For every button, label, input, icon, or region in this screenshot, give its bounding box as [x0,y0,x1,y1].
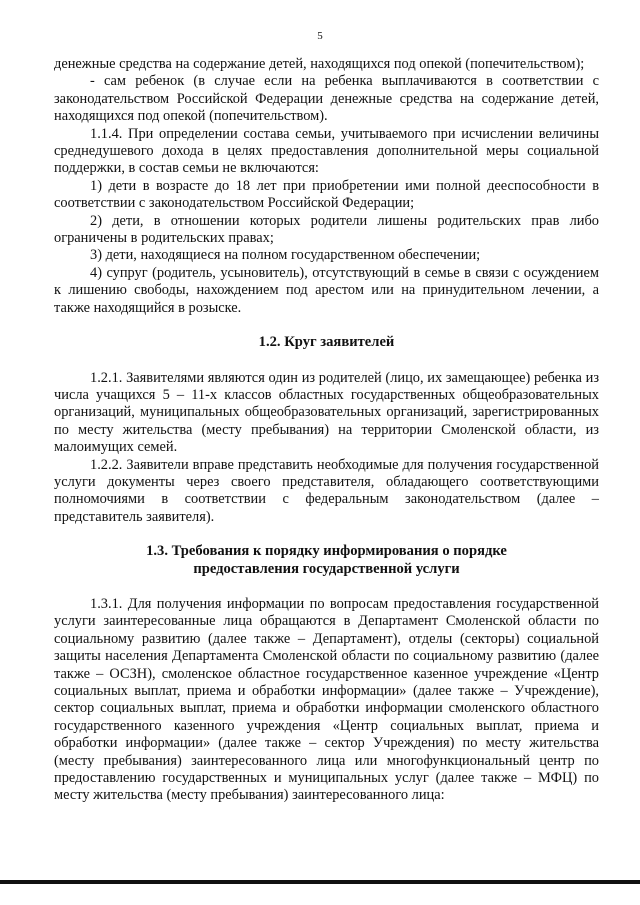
paragraph: 1.2.1. Заявителями являются один из родителей (лицо, их замещающее) ребенка из числа учащихся 5 – 11-х классов областных государственных общеобразовательных организаций, муниципальных общеобразовательных организаций, зарегистрированных по месту жительства (месту пребывания) на территории Смоленской области, из малоимущих семей. [54,369,599,456]
paragraph: 1.3.1. Для получения информации по вопросам предоставления государственной услуги заинтересованные лица обращаются в Департамент Смоленской области по социальному развитию (далее также – Департамент), отделы (секторы) социальной защиты населения Департамента Смоленской области по социальному развитию (далее также – ОСЗН), смоленское областное государственное казенное учреждение «Центр социальных выплат, приема и обработки информации» (далее также – Учреждение), сектор социальных выплат, приема и обработки информации смоленского областного государственного казенного учреждения «Центр социальных выплат, приема и обработки информации» (далее также – сектор Учреждения) по месту жительства (месту пребывания) заинтересованного лица или многофункциональный центр по предоставлению государственных и муниципальных услуг (далее также – МФЦ) по месту жительства (месту пребывания) заинтересованного лица: [54,595,599,804]
list-item: 2) дети, в отношении которых родители лишены родительских прав либо ограничены в родительских правах; [54,212,599,247]
list-item: 3) дети, находящиеся на полном государственном обеспечении; [90,247,481,264]
bottom-divider [0,880,640,884]
paragraph: 1.1.4. При определении состава семьи, учитываемого при исчислении величины среднедушевого дохода в целях предоставления дополнительной меры социальной поддержки, в состав семьи не включаются: [54,125,599,177]
list-item: 4) супруг (родитель, усыновитель), отсутствующий в семье в связи с осуждением к лишению свободы, нахождением под арестом или на принудительном лечении, а также находящийся в розыске. [54,264,599,316]
paragraph: 1.2.2. Заявители вправе представить необходимые для получения государственной услуги документы через своего представителя, обладающего соответствующими полномочиями в соответствии с федеральным законодательством (далее – представитель заявителя). [54,456,599,525]
section-heading: 1.3. Требования к порядку информирования о порядке предоставления государственной услуги [146,543,507,577]
document-body [54,56,599,805]
page-number: 5 [317,30,323,42]
list-item: 1) дети в возрасте до 18 лет при приобретении ими полной дееспособности в соответствии с законодательством Российской Федерации; [54,177,599,212]
section-heading: 1.2. Круг заявителей [258,334,395,351]
paragraph: денежные средства на содержание детей, находящихся под опекой (попечительством); [54,56,585,72]
paragraph: - сам ребенок (в случае если на ребенка выплачиваются в соответствии с законодательством Российской Федерации денежные средства на содержание детей, находящихся под опекой (попечительством). [54,73,599,125]
